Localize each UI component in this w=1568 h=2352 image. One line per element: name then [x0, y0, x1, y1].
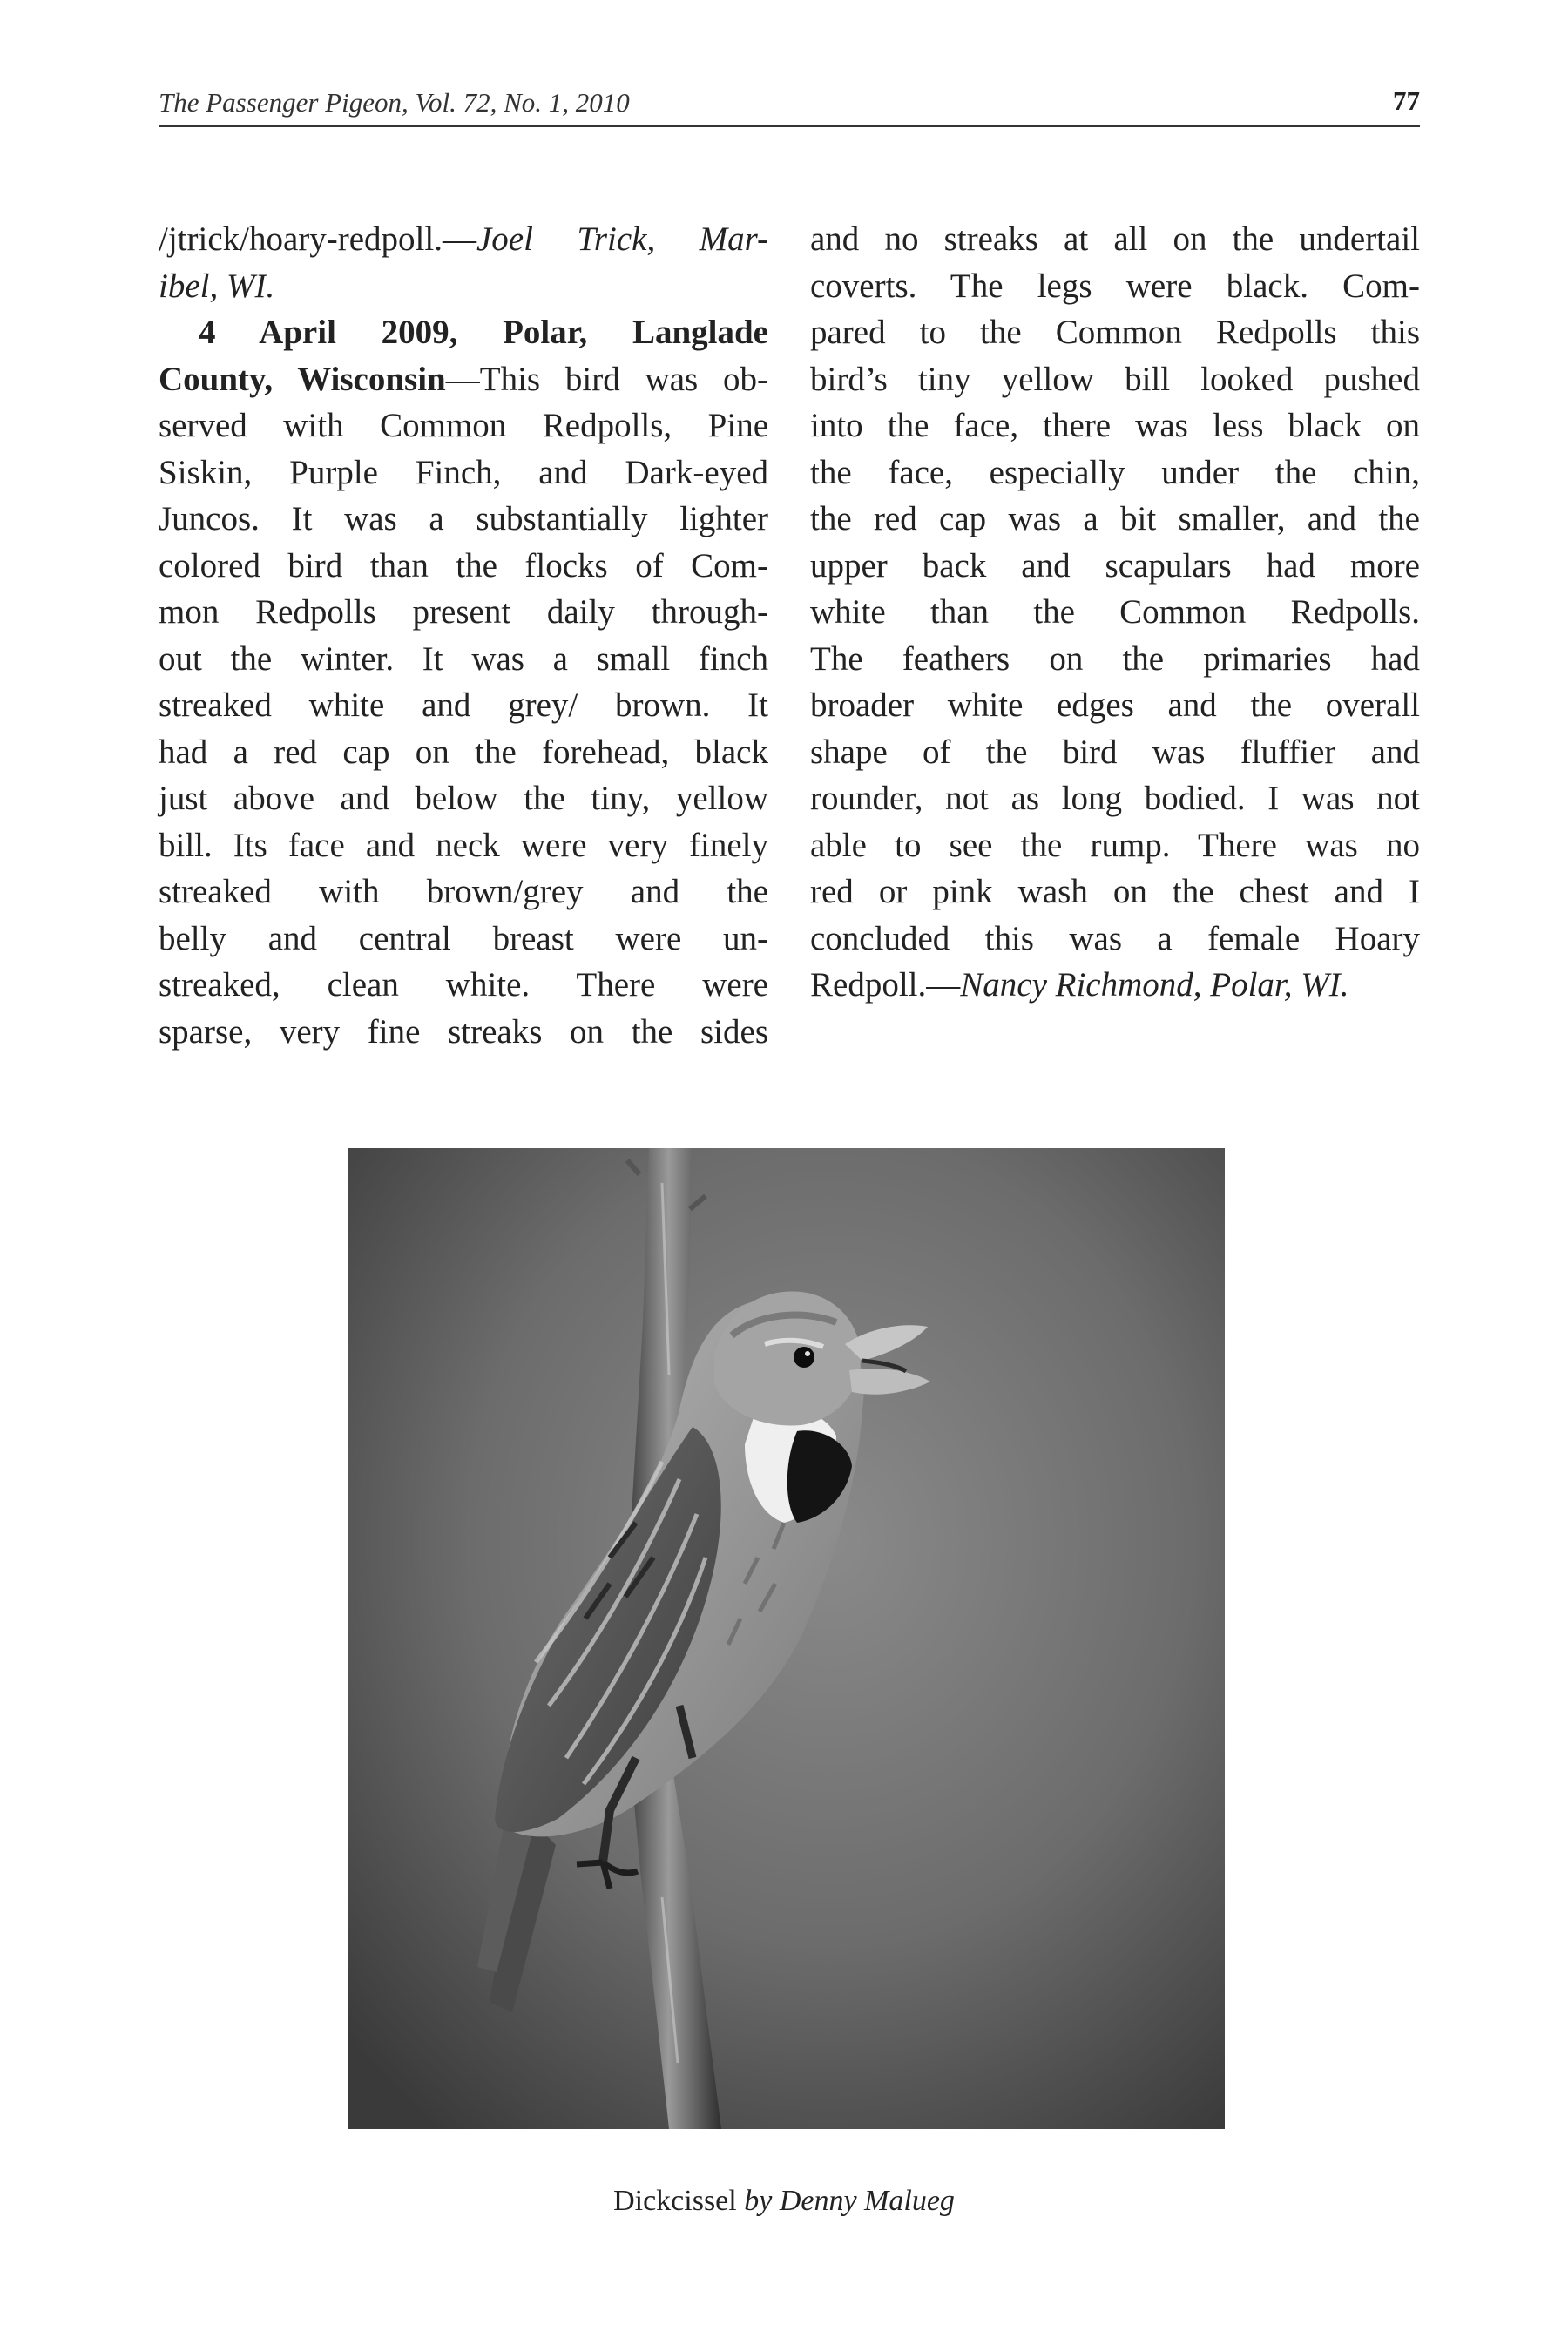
page-number: 77: [1393, 85, 1420, 116]
text-line: Juncos. It was a substantially lighter: [159, 500, 768, 537]
caption-title: Dickcissel: [613, 2185, 737, 2217]
text-line: had a red cap on the forehead, black: [159, 733, 768, 771]
text-line: the red cap was a bit smaller, and the: [810, 500, 1420, 537]
text-line: belly and central breast were un-: [159, 919, 768, 957]
text-line: County, Wisconsin—This bird was ob-: [159, 360, 768, 398]
text-line: pared to the Common Redpolls this: [810, 314, 1420, 351]
text-line: just above and below the tiny, yellow: [159, 780, 768, 817]
text-line: streaked, clean white. There were: [159, 966, 768, 1004]
figure-caption: [0, 2185, 1568, 2218]
text-line: red or pink wash on the chest and I: [810, 873, 1420, 910]
text-line: mon Redpolls present daily through-: [159, 593, 768, 631]
text-line: colored bird than the flocks of Com-: [159, 546, 768, 585]
text-line: white than the Common Redpolls.: [810, 593, 1420, 631]
entry-heading: 4 April 2009, Polar, Langlade: [199, 314, 768, 351]
right-column: [810, 216, 1420, 1009]
text-line: upper back and scapulars had more: [810, 546, 1420, 585]
text-line: ibel, WI.: [159, 267, 275, 305]
text-line: Redpoll.—Nancy Richmond, Polar, WI.: [810, 966, 1349, 1004]
left-column: [159, 216, 768, 1055]
text-line: streaked white and grey/ brown. It: [159, 686, 768, 724]
running-header: [159, 80, 1420, 127]
dickcissel-photo: [348, 1148, 1225, 2129]
journal-title: The Passenger Pigeon, Vol. 72, No. 1, 2010: [159, 87, 630, 118]
text-line: rounder, not as long bodied. I was not: [810, 780, 1420, 817]
text-line: into the face, there was less black on: [810, 407, 1420, 444]
text-line: bill. Its face and neck were very finely: [159, 826, 768, 864]
text-line: /jtrick/hoary-redpoll.—Joel Trick, Mar-: [159, 220, 768, 258]
text-line: the face, especially under the chin,: [810, 453, 1420, 491]
text-line: concluded this was a female Hoary: [810, 919, 1420, 957]
text-line: out the winter. It was a small finch: [159, 639, 768, 678]
text-line: streaked with brown/grey and the: [159, 873, 768, 910]
text-line: and no streaks at all on the undertail: [810, 220, 1420, 258]
text-line: served with Common Redpolls, Pine: [159, 407, 768, 444]
text-line: bird’s tiny yellow bill looked pushed: [810, 360, 1420, 398]
caption-author: Denny Malueg: [779, 2185, 955, 2217]
text-line: sparse, very fine streaks on the sides: [159, 1012, 768, 1051]
text-line: shape of the bird was fluffier and: [810, 733, 1420, 771]
text-line: able to see the rump. There was no: [810, 826, 1420, 864]
text-line: coverts. The legs were black. Com-: [810, 267, 1420, 305]
bird-eye: [794, 1347, 814, 1368]
caption-by: by: [744, 2185, 773, 2217]
text-line: Siskin, Purple Finch, and Dark-eyed: [159, 453, 768, 491]
text-line: broader white edges and the overall: [810, 686, 1420, 724]
text-line: The feathers on the primaries had: [810, 639, 1420, 678]
bird-illustration: [348, 1148, 1225, 2129]
